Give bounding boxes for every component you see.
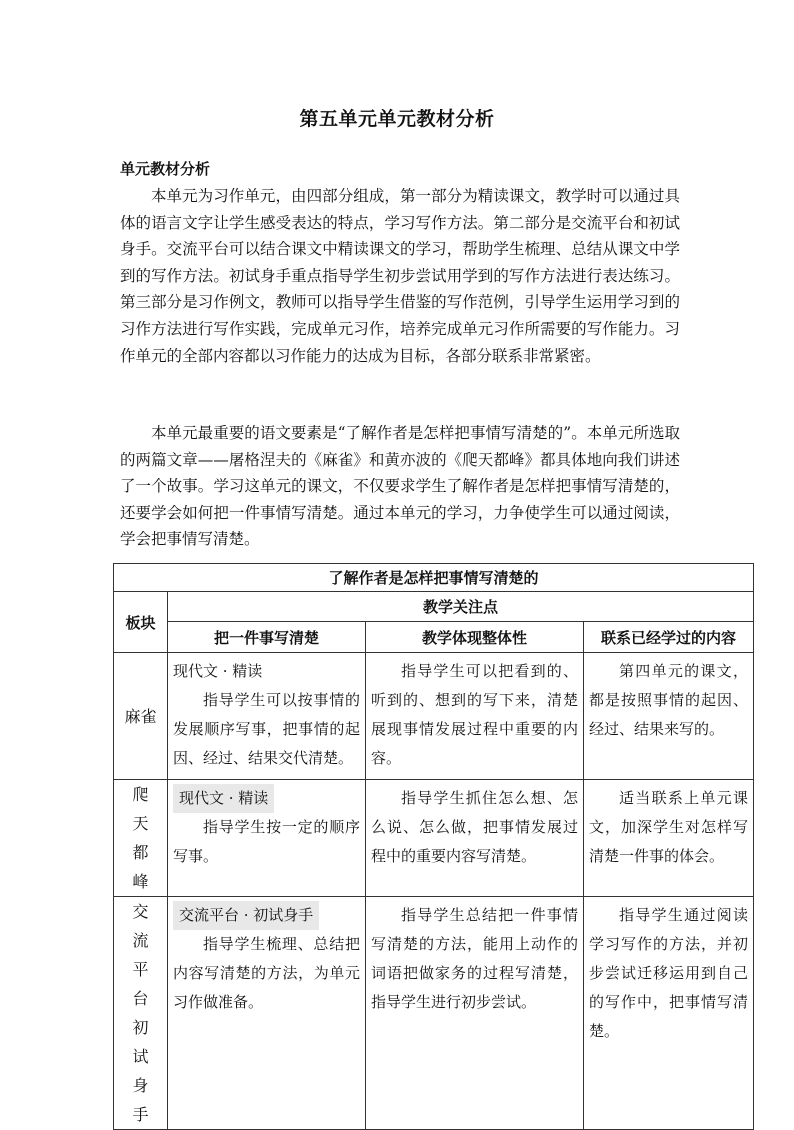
table-row (114, 780, 754, 897)
cell-text: 指导学生按一定的顺序写事。 (173, 818, 360, 865)
cell-text: 第四单元的课文，都是按照事情的起因、经过、结果来写的。 (589, 662, 749, 738)
document-title: 第五单元单元教材分析 (299, 108, 495, 130)
table-cell (584, 897, 754, 1130)
table-cell (366, 897, 584, 1130)
lesson-type-tag: 交流平台 · 初试身手 (173, 901, 319, 930)
table-cell (168, 780, 366, 897)
table-cell (168, 897, 366, 1130)
cell-text: 指导学生总结把一件事情写清楚的方法，能用上动作的词语把做家务的过程写清楚，指导学生进行初步尝试。 (371, 906, 578, 1011)
row-name: 爬天都峰 (114, 780, 168, 897)
table-cell (366, 780, 584, 897)
cell-text: 指导学生可以把看到的、听到的、想到的写下来，清楚展现事情发展过程中重要的内容。 (371, 662, 578, 767)
paragraph-unit-overview: 本单元为习作单元，由四部分组成，第一部分为精读课文，教学时可以通过具体的语言文字让学生感受表达的特点，学习写作方法。第二部分是交流平台和初试身手。交流平台可以结合课文中精读课文的学习，帮助学生梳理、总结从课文中学到的写作方法。初试身手重点指导学生初步尝试用学到的写作方法进行表达练习。第三部分是习作例文，教师可以指导学生借鉴的写作范例，引导学生运用学习到的习作方法进行写作实践，完成单元习作，培养完成单元习作所需要的写作能力。习作单元的全部内容都以习作能力的达成为目标，各部分联系非常紧密。 (120, 187, 680, 365)
lesson-type-tag: 现代文 · 精读 (173, 662, 263, 680)
table-row (114, 897, 754, 1130)
analysis-table (113, 563, 754, 1130)
cell-text: 指导学生梳理、总结把内容写清楚的方法，为单元习作做准备。 (173, 935, 360, 1011)
cell-text: 指导学生可以按事情的发展顺序写事，把事情的起因、经过、结果交代清楚。 (173, 691, 360, 767)
table-cell (366, 653, 584, 780)
cell-text: 指导学生抓住怎么想、怎么说、怎么做，把事情发展过程中的重要内容写清楚。 (371, 789, 578, 865)
lesson-type-tag: 现代文 · 精读 (173, 784, 274, 813)
table-cell (168, 653, 366, 780)
row-name: 麻雀 (114, 653, 168, 780)
cell-text: 指导学生通过阅读学习写作的方法，并初步尝试迁移运用到自己的写作中，把事情写清楚。 (589, 906, 749, 1040)
column-header: 教学体现整体性 (366, 622, 584, 653)
section-heading: 单元教材分析 (120, 160, 211, 178)
column-header: 把一件事写清楚 (168, 622, 366, 653)
cell-text: 适当联系上单元课文，加深学生对怎样写清楚一件事的体会。 (589, 789, 749, 865)
column-header: 联系已经学过的内容 (584, 622, 754, 653)
paragraph-language-elements: 本单元最重要的语文要素是“了解作者是怎样把事情写清楚的”。本单元所选取的两篇文章——屠格涅夫的《麻雀》和黄亦波的《爬天都峰》都具体地向我们讲述了一个故事。学习这单元的课文，不仅要求学生了解作者是怎样把事情写清楚的，还要学会如何把一件事情写清楚。通过本单元的学习，力争使学生可以通过阅读，学会把事情写清楚。 (120, 424, 680, 549)
table-row (114, 653, 754, 780)
table-cell (584, 780, 754, 897)
table-caption: 了解作者是怎样把事情写清楚的 (114, 564, 754, 592)
focus-header: 教学关注点 (168, 592, 754, 622)
block-header: 板块 (114, 592, 168, 653)
row-name: 交流平台初试身手 (114, 897, 168, 1130)
table-cell (584, 653, 754, 780)
